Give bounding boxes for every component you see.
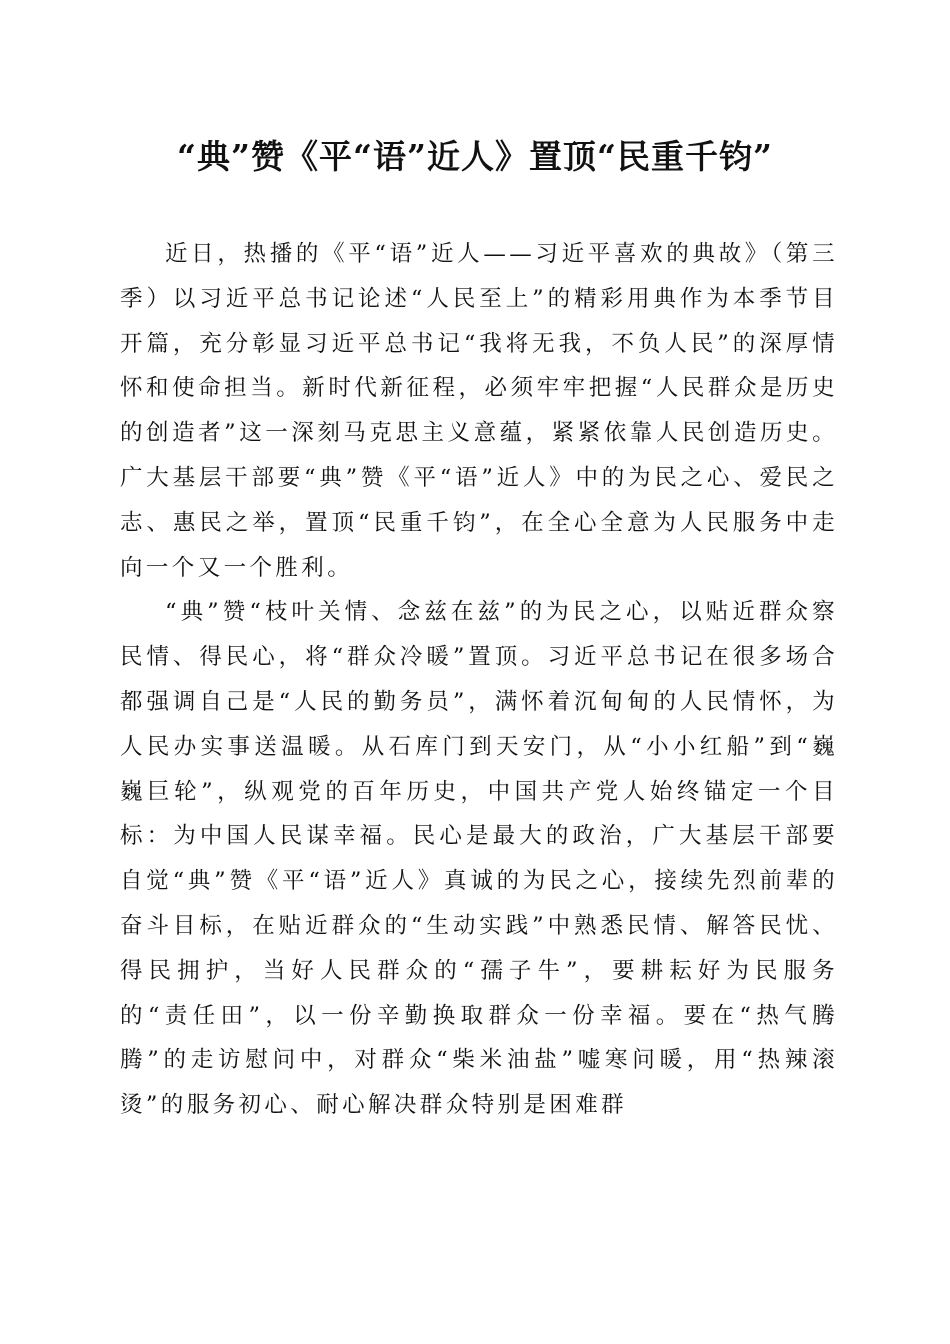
paragraph-1: 近日，热播的《平“语”近人——习近平喜欢的典故》（第三季）以习近平总书记论述“人民至上”的精彩用典作为本季节目开篇，充分彰显习近平总书记“我将无我，不负人民”的深厚情怀和使命担当。新时代新征程，必须牢牢把握“人民群众是历史的创造者”这一深刻马克思主义意蕴，紧紧依靠人民创造历史。广大基层干部要“典”赞《平“语”近人》中的为民之心、爱民之志、惠民之举，置顶“民重千钧”，在全心全意为人民服务中走向一个又一个胜利。 [120,241,838,581]
document-body [120,232,838,1128]
paragraph-2: “典”赞“枝叶关情、念兹在兹”的为民之心，以贴近群众察民情、得民心，将“群众冷暖”置顶。习近平总书记在很多场合都强调自己是“人民的勤务员”，满怀着沉甸甸的人民情怀，为人民办实事送温暖。从石库门到天安门，从“小小红船”到“巍巍巨轮”，纵观党的百年历史，中国共产党人始终锚定一个目标：为中国人民谋幸福。民心是最大的政治，广大基层干部要自觉“典”赞《平“语”近人》真诚的为民之心，接续先烈前辈的奋斗目标，在贴近群众的“生动实践”中熟悉民情、解答民忧、得民拥护，当好人民群众的“孺子牛”，要耕耘好为民服务的“责任田”，以一份辛勤换取群众一份幸福。要在“热气腾腾”的走访慰问中，对群众“柴米油盐”嘘寒问暖，用“热辣滚烫”的服务初心、耐心解决群众特别是困难群 [120,599,838,1119]
document-title: “典”赞《平“语”近人》置顶“民重千钧” [177,137,773,176]
